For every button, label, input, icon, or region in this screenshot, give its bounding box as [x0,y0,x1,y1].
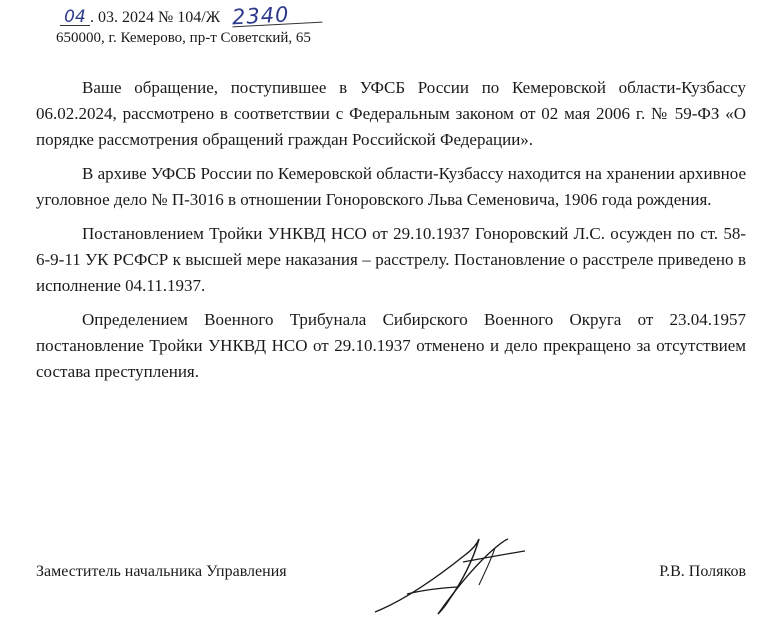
paragraph-3: Постановлением Тройки УНКВД НСО от 29.10.1937 Гоноровский Л.С. осужден по ст. 58-6-9-11 УК РСФСР к высшей мере наказания – расстрелу. Постановление о расстреле приведено в исполнение 04.11.1937. [36,224,746,295]
paragraph-2: В архиве УФСБ России по Кемеровской области-Кузбассу находится на хранении архивное уголовное дело № П-3016 в отношении Гоноровского Льва Семеновича, 1906 года рождения. [36,164,746,209]
paragraph-1: Ваше обращение, поступившее в УФСБ России по Кемеровской области-Кузбассу 06.02.2024, рассмотрено в соответствии с Федеральным законом от 02 мая 2006 г. № 59-ФЗ «О порядке рассмотрения обращений граждан Российской Федерации». [36,78,746,149]
handwritten-day: 04 [60,9,90,26]
handwritten-signature [345,530,535,618]
letter-body [36,75,746,393]
letter-date-number [60,2,322,30]
signatory-title: Заместитель начальника Управления [36,563,287,580]
letter-date: . 03. 2024 [90,9,154,26]
paragraph-4: Определением Военного Трибунала Сибирского Военного Округа от 23.04.1957 постановление Тройки УНКВД НСО от 29.10.1937 отменено и дело прекращено за отсутствием состава преступления. [36,310,746,381]
signatory-name: Р.В. Поляков [659,563,746,580]
registration-number: № 104/Ж [158,9,221,26]
office-address: 650000, г. Кемерово, пр-т Советский, 65 [56,30,311,46]
handwritten-number: 2340 [232,4,323,28]
